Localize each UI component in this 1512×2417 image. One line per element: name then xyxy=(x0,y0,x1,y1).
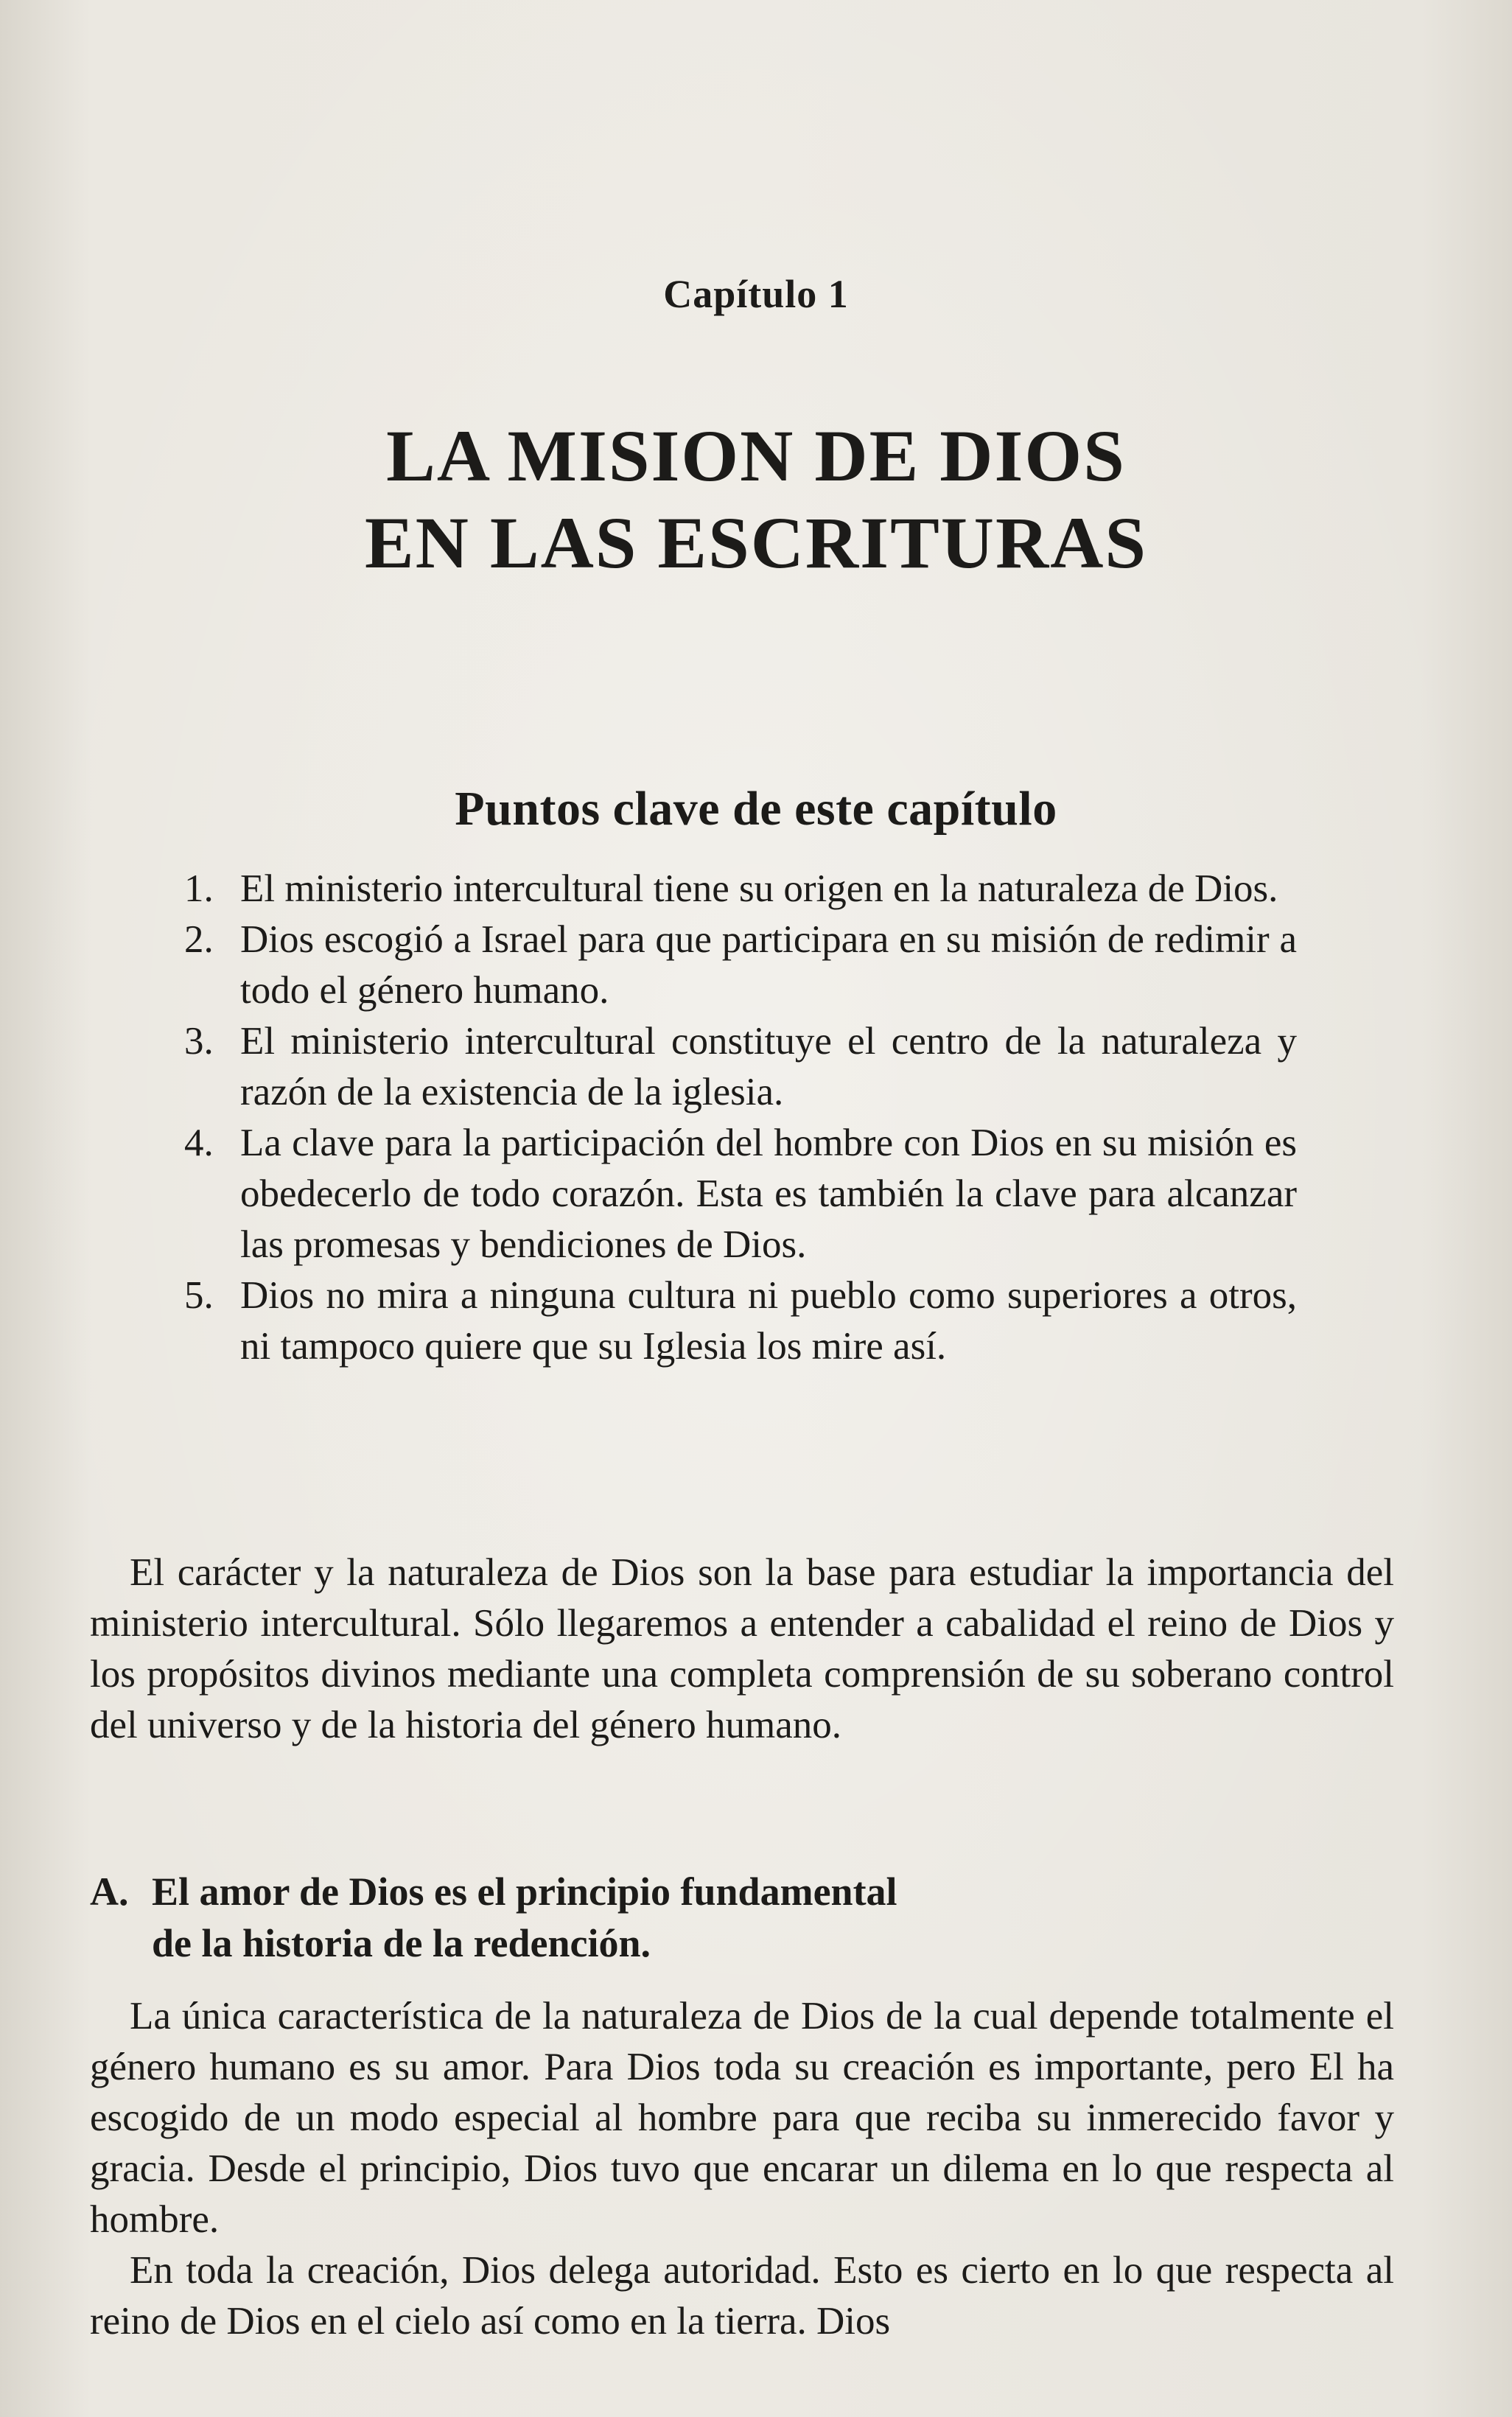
key-point-item xyxy=(184,1016,1297,1118)
chapter-title xyxy=(0,413,1512,587)
key-point-number: 3. xyxy=(184,1020,214,1063)
section-a-heading xyxy=(90,1866,1195,1969)
key-point-item xyxy=(184,864,1297,914)
chapter-title-line-1: LA MISION DE DIOS xyxy=(386,415,1126,497)
intro-paragraph: El carácter y la naturaleza de Dios son la base para estudiar la importancia del ministerio intercultural. Sólo llegaremos a entender a cabalidad el reino de Dios y los propósitos divinos mediante una completa comprensión de su soberano control del universo y de la historia del género humano. xyxy=(90,1551,1394,1746)
section-heading-line-1: El amor de Dios es el principio fundamental xyxy=(152,1869,897,1914)
key-point-number: 4. xyxy=(184,1122,214,1164)
key-point-text: La clave para la participación del hombre con Dios en su misión es obedecerlo de todo corazón. Esta es también la clave para alcanzar las promesas y bendiciones de Dios. xyxy=(240,1122,1297,1266)
key-points-list xyxy=(184,864,1297,1372)
section-heading-line-2: de la historia de la redención. xyxy=(152,1921,651,1965)
key-point-text: El ministerio intercultural constituye el centro de la naturaleza y razón de la existencia de la iglesia. xyxy=(240,1020,1297,1113)
key-point-number: 2. xyxy=(184,918,214,961)
key-point-item xyxy=(184,1270,1297,1372)
key-points-heading: Puntos clave de este capítulo xyxy=(455,782,1057,836)
key-point-number: 1. xyxy=(184,867,214,910)
section-letter: A. xyxy=(90,1869,129,1914)
chapter-title-line-2: EN LAS ESCRITURAS xyxy=(364,502,1148,584)
paragraph-love: La única característica de la naturaleza de Dios de la cual depende totalmente el género humano es su amor. Para Dios toda su creación es importante, pero El ha escogido de un modo especial al hombre para que reciba su inmerecido favor y gracia. Desde el principio, Dios tuvo que encarar un dilema en lo que respecta al hombre. xyxy=(90,1995,1394,2241)
key-point-number: 5. xyxy=(184,1274,214,1317)
key-point-item xyxy=(184,914,1297,1016)
paragraph-authority: En toda la creación, Dios delega autoridad. Esto es cierto en lo que respecta al reino de Dios en el cielo así como en la tierra. Dios xyxy=(90,2249,1394,2343)
key-point-text: Dios no mira a ninguna cultura ni pueblo como superiores a otros, ni tampoco quiere que su Iglesia los mire así. xyxy=(240,1274,1297,1368)
key-point-item xyxy=(184,1118,1297,1270)
chapter-label: Capítulo 1 xyxy=(663,272,849,316)
key-point-text: Dios escogió a Israel para que participara en su misión de redimir a todo el género humano. xyxy=(240,918,1297,1012)
key-point-text: El ministerio intercultural tiene su origen en la naturaleza de Dios. xyxy=(240,867,1278,910)
